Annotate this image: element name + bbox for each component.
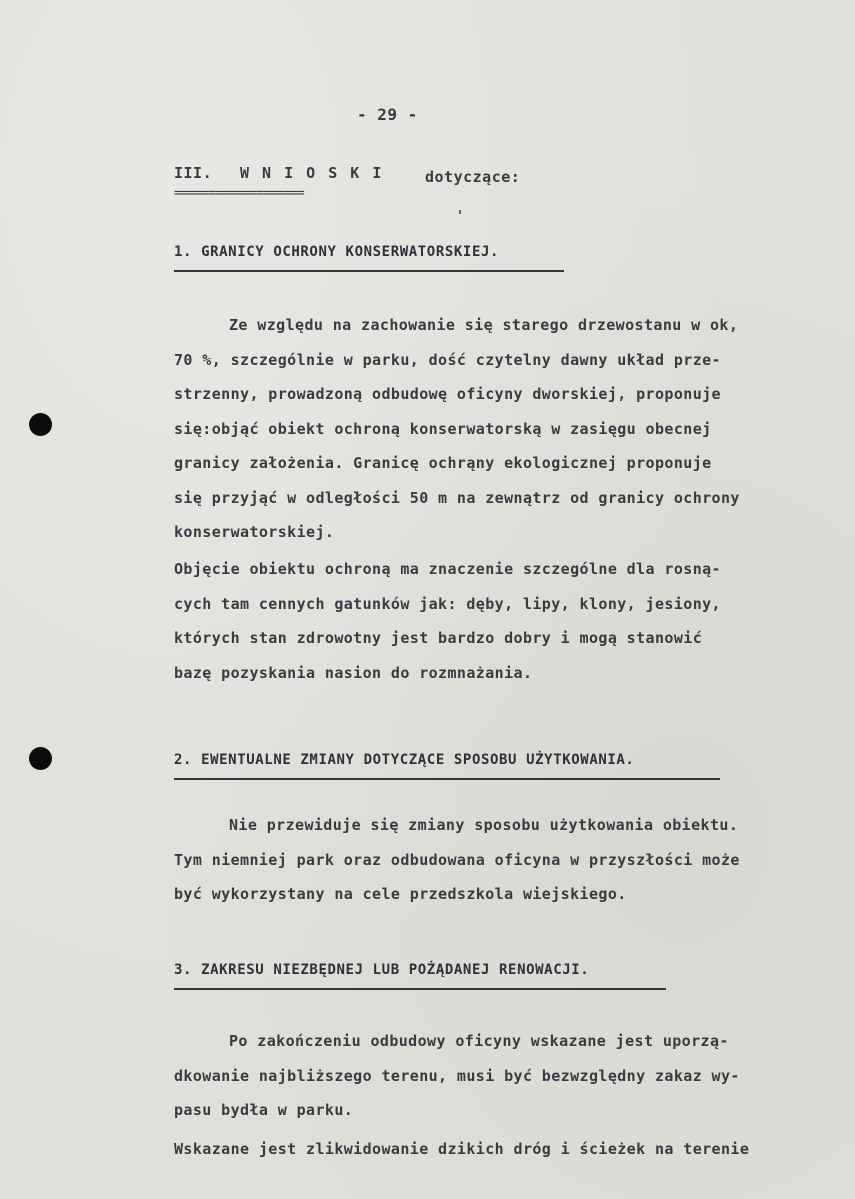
punch-hole-top	[29, 413, 52, 436]
text-line: strzenny, prowadzoną odbudowę oficyny dworskiej, proponuje	[174, 385, 721, 403]
text-line: Po zakończeniu odbudowy oficyny wskazane jest uporzą-	[229, 1032, 729, 1050]
text-line: się przyjąć w odległości 50 m na zewnątrz od granicy ochrony	[174, 488, 740, 507]
section-1-paragraph-2	[174, 552, 824, 690]
section-3-paragraph-2	[174, 1132, 824, 1167]
text-line: Tym niemniej park oraz odbudowana oficyna w przyszłości może	[174, 850, 740, 869]
section-title: W N I O S K I	[240, 164, 384, 182]
section-1-paragraph-1	[174, 308, 824, 550]
section-2-paragraph	[174, 808, 824, 912]
text-line: Nie przewiduje się zmiany sposobu użytkowania obiektu.	[229, 816, 739, 834]
text-line: konserwatorskiej.	[174, 523, 335, 541]
section-subtitle: dotyczące:	[425, 168, 521, 186]
section-3-underline	[174, 988, 666, 990]
text-line: cych tam cennych gatunków jak: dęby, lipy, klony, jesiony,	[174, 594, 721, 613]
text-line: Objęcie obiektu ochroną ma znaczenie szczególne dla rosną-	[174, 560, 721, 578]
punch-hole-bottom	[29, 747, 52, 770]
stray-mark	[459, 210, 461, 214]
text-line: pasu bydła w parku.	[174, 1101, 354, 1119]
section-1-heading: 1. GRANICY OCHRONY KONSERWATORSKIEJ.	[174, 244, 500, 260]
page-number: - 29 -	[357, 105, 418, 124]
section-2-heading: 2. EWENTUALNE ZMIANY DOTYCZĄCE SPOSOBU UŻYTKOWANIA.	[174, 752, 635, 768]
section-3-heading: 3. ZAKRESU NIEZBĘDNEJ LUB POŻĄDANEJ RENOWACJI.	[174, 962, 590, 978]
text-line: Ze względu na zachowanie się starego drzewostanu w ok,	[229, 316, 739, 334]
section-numeral: III.	[174, 164, 213, 182]
section-1-underline	[174, 270, 564, 272]
text-line: Wskazane jest zlikwidowanie dzikich dróg i ścieżek na terenie	[174, 1140, 750, 1158]
text-line: granicy założenia. Granicę ochrąny ekologicznej proponuje	[174, 454, 712, 472]
text-line: dkowanie najbliższego terenu, musi być bezwzględny zakaz wy-	[174, 1066, 740, 1085]
text-line: bazę pozyskania nasion do rozmnażania.	[174, 663, 533, 682]
section-3-paragraph-1	[174, 1024, 824, 1128]
text-line: których stan zdrowotny jest bardzo dobry i mogą stanowić	[174, 629, 703, 647]
section-underline: ===================	[174, 186, 304, 201]
text-line: 70 %, szczególnie w parku, dość czytelny dawny układ prze-	[174, 350, 721, 369]
text-line: się:objąć obiekt ochroną konserwatorską w zasięgu obecnej	[174, 419, 712, 438]
text-line: być wykorzystany na cele przedszkola wiejskiego.	[174, 885, 627, 903]
section-2-underline	[174, 778, 720, 780]
